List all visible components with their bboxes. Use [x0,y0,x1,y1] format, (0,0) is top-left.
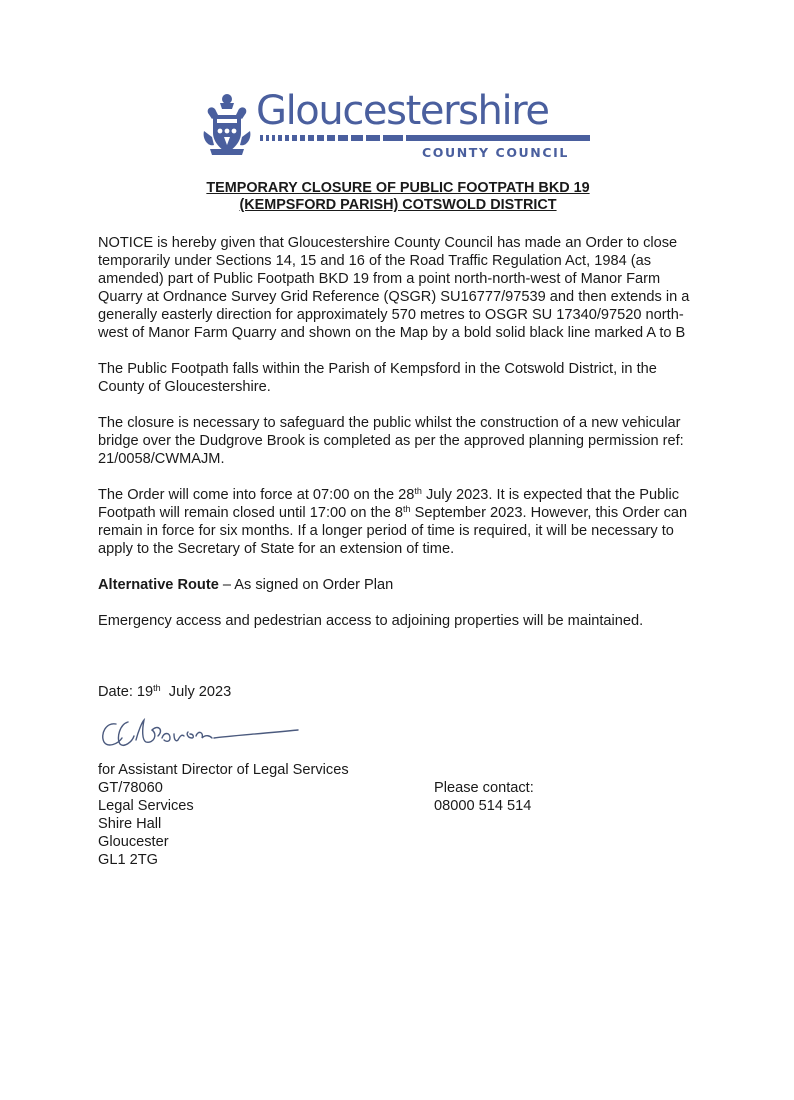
notice-date: Date: 19th July 2023 [98,683,232,700]
sender-line: for Assistant Director of Legal Services [98,762,349,778]
handwritten-signature [98,712,308,752]
parish-paragraph: The Public Footpath falls within the Parish of Kempsford in the Cotswold District, in the County of Gloucestershire. [98,361,657,395]
emergency-paragraph: Emergency access and pedestrian access to adjoining properties will be maintained. [98,613,644,629]
contact-phone: 08000 514 514 [434,798,532,814]
contact-label: Please contact: [434,780,534,796]
sender-line: Gloucester [98,834,169,850]
crest-icon [202,93,252,157]
contact-details [434,779,534,815]
title-line-2: (KEMPSFORD PARISH) COTSWOLD DISTRICT [239,197,557,213]
reason-paragraph: The closure is necessary to safeguard the public whilst the construction of a new vehicular bridge over the Dudgrove Brook is completed as per the approved planning permission ref: 21/0058/CWMAJM. [98,415,684,467]
council-logo [202,88,592,160]
logo-decorative-bar [260,134,590,142]
alternative-route-label: Alternative Route [98,577,219,593]
order-paragraph: The Order will come into force at 07:00 on the 28th July 2023. It is expected that the Public Footpath will remain closed until 17:00 on the 8th September 2023. However, this Order can remain in force for six months. If a longer period of time is required, it will be necessary to apply to the Secretary of State for an extension of time. [98,486,688,557]
notice-title [98,180,698,214]
notice-body [98,234,698,648]
sender-line: Legal Services [98,798,194,814]
logo-subtitle: COUNTY COUNCIL [422,145,569,160]
sender-line: GL1 2TG [98,852,159,868]
logo-wordmark: Gloucestershire [256,88,549,134]
sender-details [98,761,349,869]
alternative-route-paragraph: Alternative Route – As signed on Order Plan [98,577,394,593]
sender-line: GT/78060 [98,780,163,796]
notice-paragraph: NOTICE is hereby given that Gloucestershire County Council has made an Order to close temporarily under Sections 14, 15 and 16 of the Road Traffic Regulation Act, 1984 (as amended) part of Public Footpath BKD 19 from a point north-north-west of Manor Farm Quarry at Ordnance Survey Grid Reference (QSGR) SU16777/97539 and then extends in a generally easterly direction for approximately 570 metres to OSGR SU 17340/97520 north-west of Manor Farm Quarry and shown on the Map by a bold solid black line marked A to B [98,235,690,341]
title-line-1: TEMPORARY CLOSURE OF PUBLIC FOOTPATH BKD 19 [206,180,590,196]
sender-line: Shire Hall [98,816,162,832]
